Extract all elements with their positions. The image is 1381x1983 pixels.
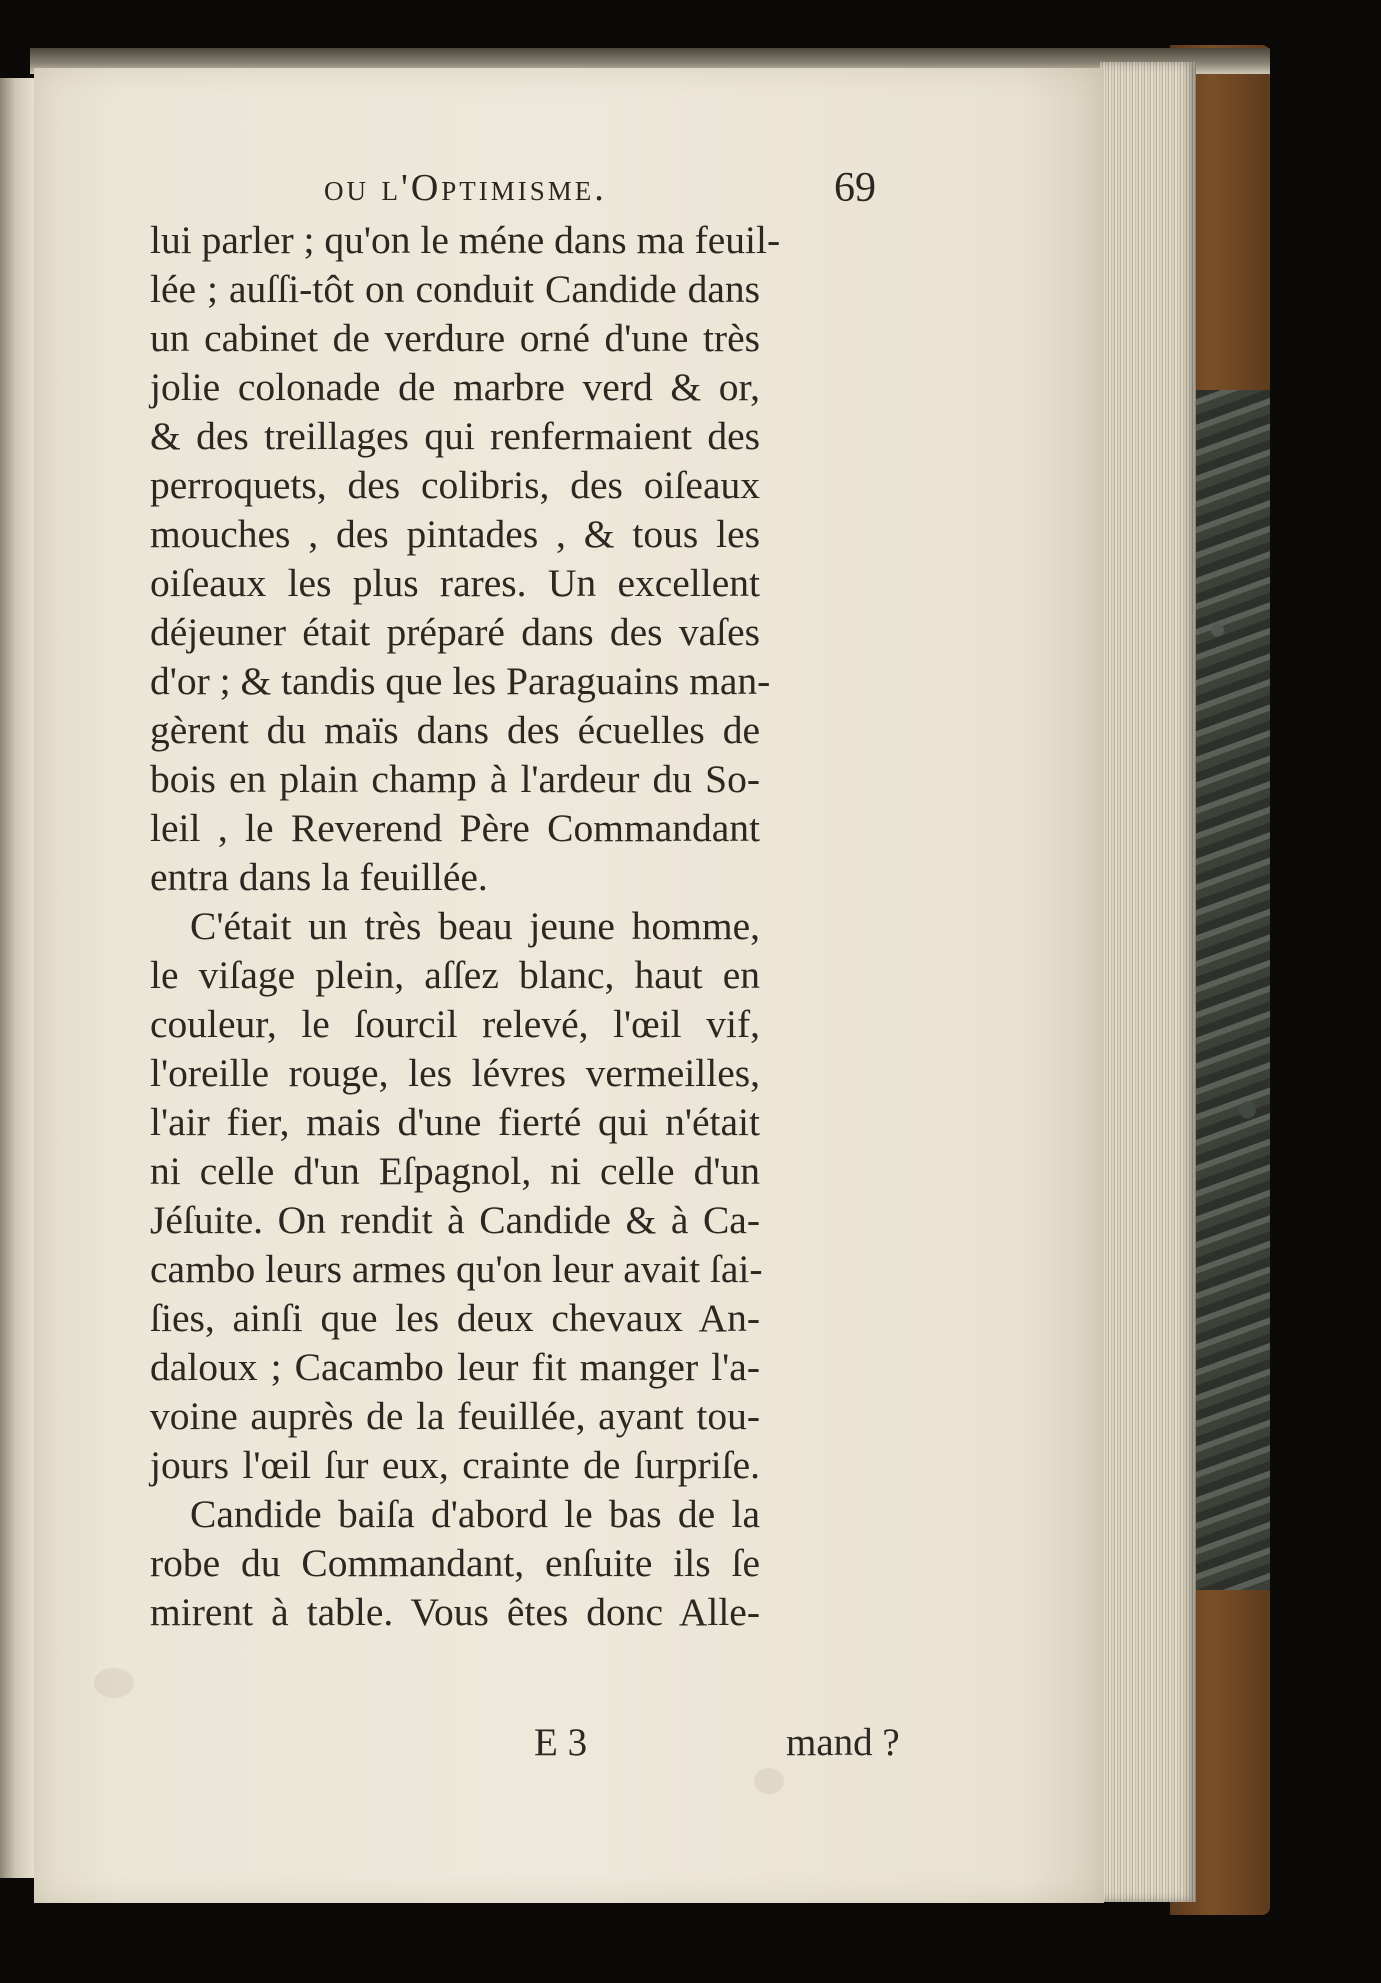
catchword: mand ? bbox=[786, 1721, 900, 1764]
body-text bbox=[150, 216, 781, 1637]
signature-mark: E 3 bbox=[534, 1721, 588, 1764]
text-line: jolie colonade de marbre verd & or, bbox=[150, 365, 760, 409]
page-number: 69 bbox=[834, 165, 876, 211]
text-line: ni celle d'un Eſpagnol, ni celle d'un bbox=[150, 1149, 760, 1193]
text-line: ſies, ainſi que les deux chevaux An- bbox=[150, 1296, 760, 1340]
text-line: entra dans la feuillée. bbox=[150, 855, 488, 899]
text-line: mouches , des pintades , & tous les bbox=[150, 512, 760, 556]
stacked-page-edges bbox=[1100, 62, 1196, 1902]
text-line: & des treillages qui renfermaient des bbox=[150, 414, 760, 458]
text-line: oiſeaux les plus rares. Un excellent bbox=[150, 561, 760, 605]
text-line: leil , le Reverend Père Commandant bbox=[150, 806, 760, 850]
text-line: lée ; auſſi-tôt on conduit Candide dans bbox=[150, 267, 760, 311]
text-line: un cabinet de verdure orné d'une très bbox=[150, 316, 760, 360]
text-line: déjeuner était préparé dans des vaſes bbox=[150, 610, 760, 654]
text-line: d'or ; & tandis que les Paraguains man- bbox=[150, 659, 771, 703]
text-line: Jéſuite. On rendit à Candide & à Ca- bbox=[150, 1198, 760, 1242]
text-line: voine auprès de la feuillée, ayant tou- bbox=[150, 1394, 760, 1438]
marbled-cover-paper bbox=[1195, 390, 1270, 1590]
text-line: le viſage plein, aſſez blanc, haut en bbox=[150, 953, 760, 997]
foxing-spot bbox=[754, 1768, 784, 1794]
facing-page-edge bbox=[0, 78, 34, 1878]
text-line: Candide baiſa d'abord le bas de la bbox=[190, 1492, 760, 1536]
text-line: daloux ; Cacambo leur fit manger l'a- bbox=[150, 1345, 760, 1389]
text-line: couleur, le ſourcil relevé, l'œil vif, bbox=[150, 1002, 760, 1046]
book-page bbox=[34, 68, 1104, 1903]
text-line: l'air fier, mais d'une fierté qui n'était bbox=[150, 1100, 760, 1144]
text-line: bois en plain champ à l'ardeur du So- bbox=[150, 757, 760, 801]
foxing-spot bbox=[94, 1668, 134, 1698]
text-line: lui parler ; qu'on le méne dans ma feuil- bbox=[150, 218, 781, 262]
text-line: perroquets, des colibris, des oiſeaux bbox=[150, 463, 760, 507]
text-line: C'était un très beau jeune homme, bbox=[190, 904, 760, 948]
text-line: l'oreille rouge, les lévres vermeilles, bbox=[150, 1051, 760, 1095]
running-head: ou l'Optimisme. bbox=[324, 167, 607, 209]
text-line: mirent à table. Vous êtes donc Alle- bbox=[150, 1590, 760, 1634]
text-line: robe du Commandant, enſuite ils ſe bbox=[150, 1541, 760, 1585]
text-line: gèrent du maïs dans des écuelles de bbox=[150, 708, 760, 752]
text-line: cambo leurs armes qu'on leur avait ſai- bbox=[150, 1247, 763, 1291]
text-line: jours l'œil ſur eux, crainte de ſurpriſe. bbox=[150, 1443, 760, 1487]
